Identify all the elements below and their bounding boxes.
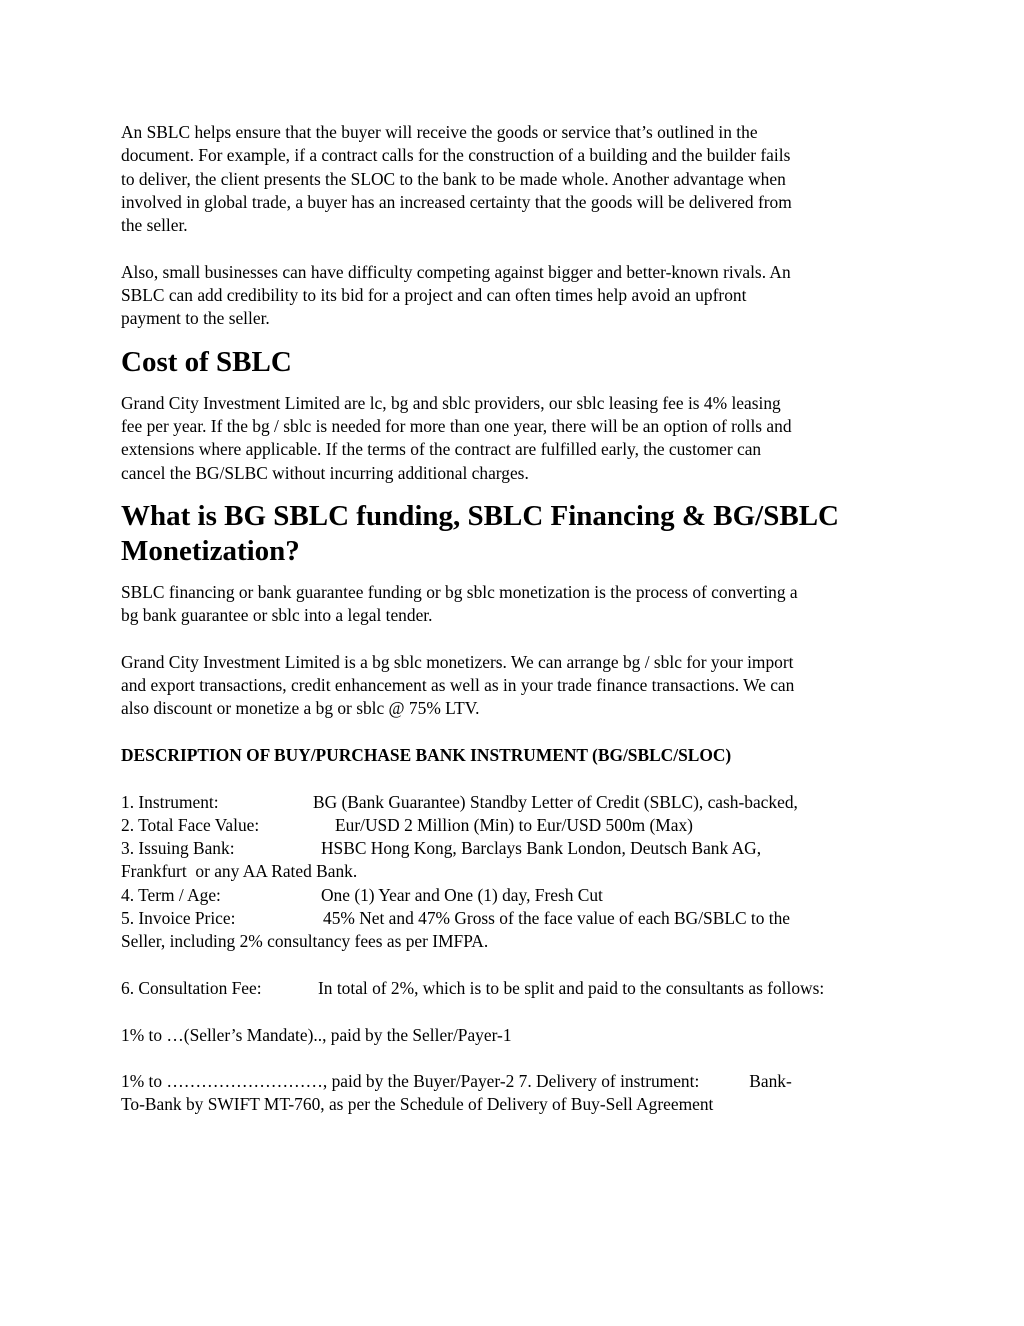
item-value: In total of 2%, which is to be split and paid to the consultants as follows: (318, 977, 825, 998)
text-line: cancel the BG/SLBC without incurring additional charges. (121, 462, 529, 483)
item-instrument (121, 791, 911, 814)
item-consultation-fee (121, 977, 911, 1000)
document-page (121, 121, 911, 1117)
heading-cost-of-sblc: Cost of SBLC (121, 345, 292, 378)
paragraph-monetization-definition (121, 581, 911, 628)
fee-seller-line: 1% to …(Seller’s Mandate).., paid by the Seller/Payer-1 (121, 1024, 512, 1045)
text-line: extensions where applicable. If the terms of the contract are fulfilled early, the customer can (121, 439, 762, 460)
text-line: Grand City Investment Limited is a bg sblc monetizers. We can arrange bg / sblc for your import (121, 651, 794, 672)
paragraph-gap (121, 954, 911, 977)
text-line: to deliver, the client presents the SLOC to the bank to be made whole. Another advantage when (121, 168, 786, 189)
text-line: payment to the seller. (121, 308, 270, 329)
item-value: Eur/USD 2 Million (Min) to Eur/USD 500m (Max) (335, 814, 693, 835)
text-line: fee per year. If the bg / sblc is needed for more than one year, there will be an option of rolls and (121, 415, 792, 436)
item-issuing-bank-continuation: Frankfurt or any AA Rated Bank. (121, 861, 358, 882)
fee-buyer-line (121, 1070, 911, 1093)
instrument-description-list (121, 791, 911, 954)
item-invoice-price (121, 907, 911, 930)
paragraph-buyer-assurance (121, 121, 911, 237)
fee-buyer-trailing: Bank- (749, 1071, 792, 1092)
item-term (121, 884, 911, 907)
description-title: DESCRIPTION OF BUY/PURCHASE BANK INSTRUMENT (BG/SBLC/SLOC) (121, 744, 732, 765)
text-line: SBLC financing or bank guarantee funding or bg sblc monetization is the process of converting a (121, 581, 798, 602)
text-line: and export transactions, credit enhancement as well as in your trade finance transactions. We can (121, 675, 795, 696)
text-line: SBLC can add credibility to its bid for a project and can often times help avoid an upfront (121, 285, 747, 306)
paragraph-gap (121, 721, 911, 744)
item-value: HSBC Hong Kong, Barclays Bank London, Deutsch Bank AG, (321, 838, 762, 859)
paragraph-gap (121, 1000, 911, 1023)
item-label: 2. Total Face Value: (121, 814, 260, 835)
item-issuing-bank (121, 837, 911, 860)
item-label: 3. Issuing Bank: (121, 838, 235, 859)
text-line: document. For example, if a contract calls for the construction of a building and the builder fails (121, 145, 791, 166)
paragraph-small-businesses (121, 261, 911, 331)
text-line: bg bank guarantee or sblc into a legal tender. (121, 605, 433, 626)
item-value: One (1) Year and One (1) day, Fresh Cut (321, 884, 603, 905)
paragraph-monetizers (121, 651, 911, 721)
text-line: Also, small businesses can have difficulty competing against bigger and better-known rivals. An (121, 261, 791, 282)
item-label: 1. Instrument: (121, 791, 219, 812)
item-label: 5. Invoice Price: (121, 908, 236, 929)
item-face-value (121, 814, 911, 837)
item-label: 4. Term / Age: (121, 884, 221, 905)
heading-line: What is BG SBLC funding, SBLC Financing & BG/SBLC (121, 499, 839, 532)
text-line: also discount or monetize a bg or sblc @ 75% LTV. (121, 698, 480, 719)
text-line: the seller. (121, 215, 188, 236)
heading-what-is-bg-sblc-funding (121, 499, 911, 569)
item-invoice-price-continuation: Seller, including 2% consultancy fees as per IMFPA. (121, 931, 489, 952)
paragraph-gap (121, 237, 911, 260)
item-label: 6. Consultation Fee: (121, 977, 262, 998)
text-line: Grand City Investment Limited are lc, bg and sblc providers, our sblc leasing fee is 4% leasing (121, 392, 781, 413)
paragraph-gap (121, 1047, 911, 1070)
item-value: BG (Bank Guarantee) Standby Letter of Credit (SBLC), cash-backed, (313, 791, 798, 812)
item-value: 45% Net and 47% Gross of the face value of each BG/SBLC to the (323, 908, 791, 929)
paragraph-gap (121, 627, 911, 650)
fee-buyer-text: 1% to ………………………, paid by the Buyer/Payer-2 7. Delivery of instrument: (121, 1071, 700, 1092)
heading-line: Monetization? (121, 534, 300, 567)
text-line: involved in global trade, a buyer has an increased certainty that the goods will be delivered from (121, 191, 792, 212)
paragraph-leasing-fee (121, 392, 911, 485)
text-line: An SBLC helps ensure that the buyer will receive the goods or service that’s outlined in the (121, 122, 758, 142)
paragraph-gap (121, 767, 911, 790)
fee-buyer-continuation: To-Bank by SWIFT MT-760, as per the Schedule of Delivery of Buy-Sell Agreement (121, 1094, 714, 1115)
